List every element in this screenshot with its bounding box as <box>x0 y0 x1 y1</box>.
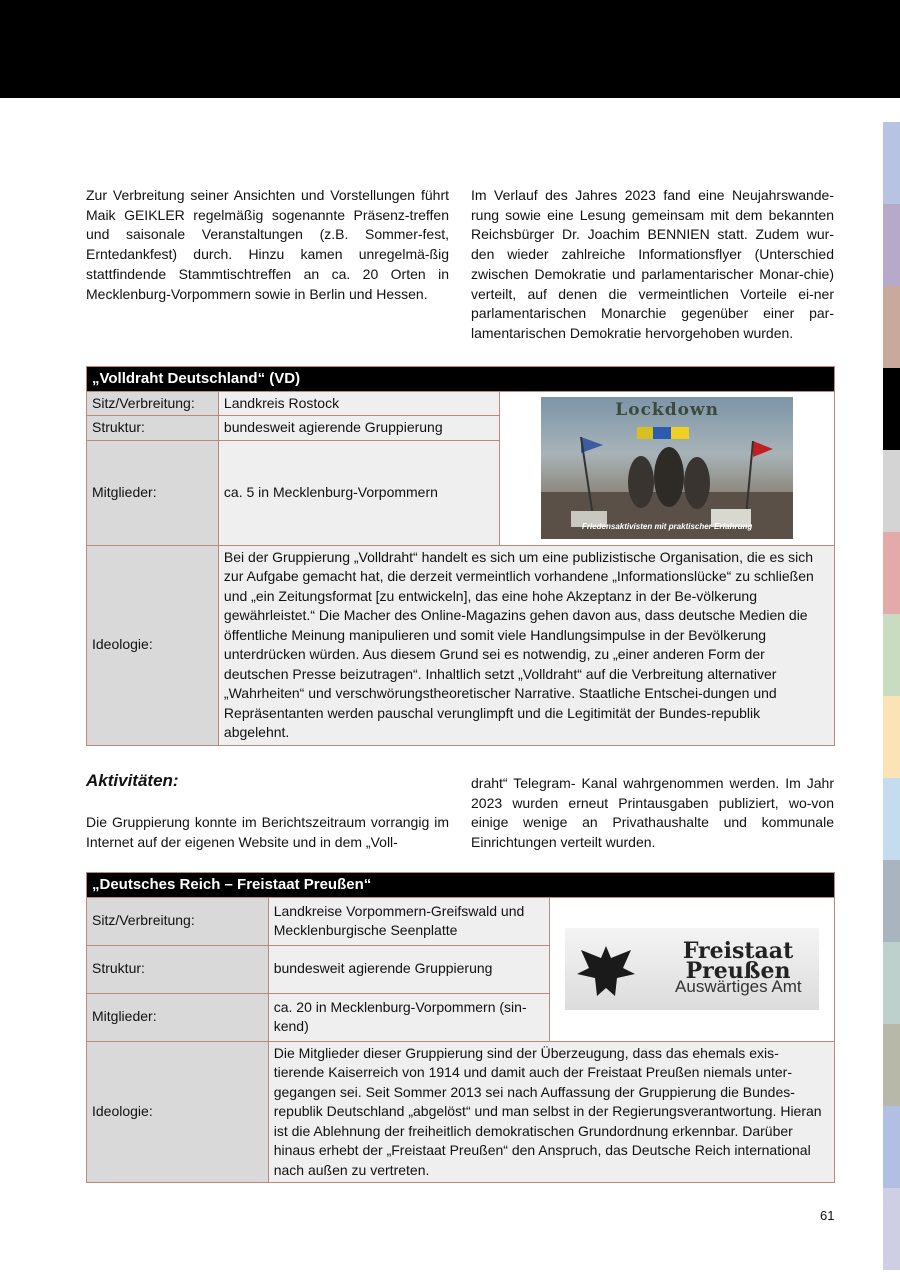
row-label: Ideologie: <box>87 545 219 745</box>
lockdown-image <box>541 397 793 539</box>
table-title: „Volldraht Deutschland“ (VD) <box>87 367 835 392</box>
intro-left-paragraph: Zur Verbreitung seiner Ansichten und Vorstellungen führt Maik GEIKLER regelmäßig sogenannte Präsenz-treffen und saisonale Veranstaltungen (z.B. Sommer-fest, Erntedankfest) durch. Hinzu kamen unregelmä-ßig stattfindende Stammtischtreffen an ca. 20 Orten in Mecklenburg-Vorpommern sowie in Berlin und Hessen. <box>86 187 449 302</box>
row-label: Struktur: <box>87 945 269 993</box>
chapter-tab[interactable] <box>883 1188 900 1270</box>
image-cell <box>500 391 835 545</box>
chapter-tab[interactable] <box>883 532 900 614</box>
row-value: Die Mitglieder dieser Gruppierung sind der Überzeugung, dass das ehemals exis-tierende Kaiserreich von 1914 und damit auch der Freistaat Preußen niemals unter-gegangen sei. Seit Sommer 2013 sei nach Auffassung der Gruppierung die Bundes-republik Deutschland „abgelöst“ und man selbst in der Regierungsverantwortung. Hieran ist die Ablehnung der freiheitlich demokratischen Grundordnung erkennbar. Darüber hinaus erhebt der „Freistaat Preußen“ den Anspruch, das Deutsche Reich international nach außen zu vertreten. <box>268 1041 834 1183</box>
logo-subtitle: Auswärtiges Amt <box>675 977 802 996</box>
logo-cell <box>550 897 835 1041</box>
section-heading: Aktivitäten: <box>86 771 179 790</box>
chapter-tab[interactable] <box>883 942 900 1024</box>
row-value: Bei der Gruppierung „Volldraht“ handelt es sich um eine publizistische Organisation, die es sich zur Aufgabe gemacht hat, die derzeit vermeintlich vorhandene „Informationslücke“ zu schließen und „ein Zeitungsformat [zu entwickeln], das eine hohe Akzeptanz in der Be-völkerung gewährleistet.“ Die Macher des Online-Magazins gehen davon aus, dass deutsche Medien die öffentliche Meinung manipulieren und somit viele Handlungsimpulse in der Bevölkerung unterdrücken würden. Aus diesem Grund sei es notwendig, zu „einer anderen Form der deutschen Presse beizutragen“. Inhaltlich setzt „Volldraht“ auf die Verbreitung alternativer „Wahrheiten“ und verschwörungstheoretischer Narrative. Staatliche Entschei-dungen und Repräsentanten werden pauschal verunglimpft und die Legitimität der Bundes-republik abgelehnt. <box>218 545 834 745</box>
row-value: bundesweit agierende Gruppierung <box>268 945 549 993</box>
chapter-tab[interactable] <box>883 1106 900 1188</box>
chapter-tab[interactable] <box>883 286 900 368</box>
image-caption: Friedensaktivisten mit praktischer Erfahrung <box>581 521 753 531</box>
chapter-tab[interactable] <box>883 614 900 696</box>
chapter-tab[interactable] <box>883 778 900 860</box>
preussen-table <box>86 872 835 1183</box>
activities-right-paragraph: draht“ Telegram- Kanal wahrgenommen werden. Im Jahr 2023 wurden erneut Printausgaben publiziert, wo-von einige wenige an Privathaushalte und kommunale Einrichtungen verteilt wurden. <box>471 775 834 851</box>
page-number: 61 <box>820 1208 835 1223</box>
activities-left-paragraph: Die Gruppierung konnte im Berichtszeitraum vorrangig im Internet auf der eigenen Website und in dem „Voll- <box>86 814 449 850</box>
volldraht-table <box>86 366 835 746</box>
chapter-tab[interactable] <box>883 696 900 778</box>
chapter-tabs <box>883 122 900 1270</box>
row-value: Landkreis Rostock <box>218 391 499 416</box>
row-label: Mitglieder: <box>87 440 219 545</box>
row-label: Mitglieder: <box>87 993 269 1041</box>
chapter-tab-active[interactable] <box>883 368 900 450</box>
logo-title: Freistaat Preußen <box>682 938 794 984</box>
row-value: ca. 5 in Mecklenburg-Vorpommern <box>218 440 499 545</box>
chapter-tab[interactable] <box>883 204 900 286</box>
freistaat-logo <box>565 928 819 1010</box>
row-label: Sitz/Verbreitung: <box>87 897 269 945</box>
row-value: Landkreise Vorpommern-Greifswald und Mecklenburgische Seenplatte <box>268 897 549 945</box>
row-value: ca. 20 in Mecklenburg-Vorpommern (sin-kend) <box>268 993 549 1041</box>
chapter-tab[interactable] <box>883 860 900 942</box>
eagle-icon <box>571 936 641 1006</box>
row-label: Sitz/Verbreitung: <box>87 391 219 416</box>
header-bar <box>0 0 900 98</box>
intro-right-paragraph: Im Verlauf des Jahres 2023 fand eine Neujahrswande-rung sowie eine Lesung gemeinsam mit dem bekannten Reichsbürger Dr. Joachim BENNIEN statt. Zudem wur-den wieder zahlreiche Informationsflyer (Unterschied zwischen Demokratie und parlamentarischer Monar-chie) verteilt, auf denen die vermeintlichen Vorteile ei-ner parlamentarischen Monarchie gegenüber einer par-lamentarischen Demokratie hervorgehoben wurden. <box>471 187 834 341</box>
row-value: bundesweit agierende Gruppierung <box>218 416 499 441</box>
table-title: „Deutsches Reich – Freistaat Preußen“ <box>87 873 835 898</box>
chapter-tab[interactable] <box>883 122 900 204</box>
chapter-tab[interactable] <box>883 450 900 532</box>
row-label: Struktur: <box>87 416 219 441</box>
image-title: Lockdown <box>615 400 719 420</box>
chapter-tab[interactable] <box>883 1024 900 1106</box>
row-label: Ideologie: <box>87 1041 269 1183</box>
